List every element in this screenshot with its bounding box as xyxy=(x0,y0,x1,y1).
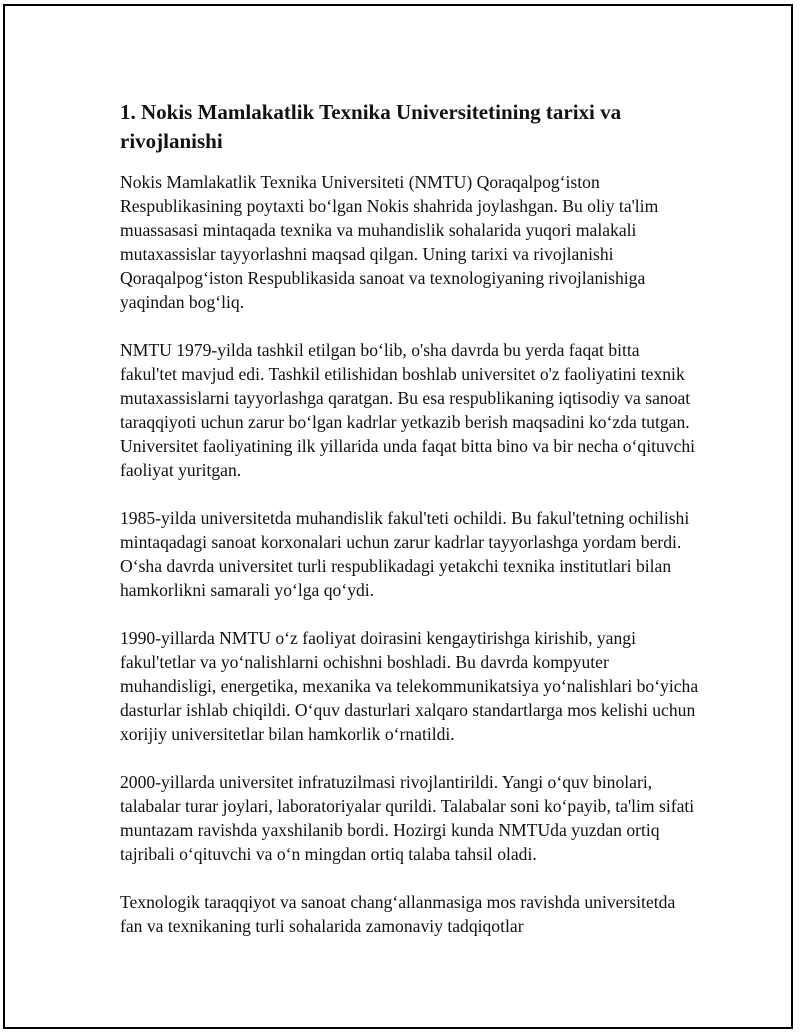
paragraph-intro: Nokis Mamlakatlik Texnika Universiteti (NMTU) Qoraqalpog‘iston Respublikasining poytaxti bo‘lgan Nokis shahrida joylashgan. Bu oliy ta'lim muassasasi mintaqada texnika va muhandislik sohalarida yuqori malakali mutaxassislar tayyorlashni maqsad qilgan. Uning tarixi va rivojlanishi Qoraqalpog‘iston Respublikasida sanoat va texnologiyaning rivojlanishiga yaqindan bog‘liq. xyxy=(120,172,659,312)
page-frame xyxy=(3,4,793,1029)
paragraph-technology: Texnologik taraqqiyot va sanoat chang‘allanmasiga mos ravishda universitetda fan va texnikaning turli sohalarida zamonaviy tadqiqotlar xyxy=(120,892,676,936)
section-heading: 1. Nokis Mamlakatlik Texnika Universitetining tarixi va rivojlanishi xyxy=(120,100,622,153)
paragraph-1990s: 1990-yillarda NMTU o‘z faoliyat doirasini kengaytirishga kirishib, yangi fakul'tetlar va yo‘nalishlarni ochishni boshladi. Bu davrda kompyuter muhandisligi, energetika, mexanika va telekommunikatsiya yo‘nalishlari bo‘yicha dasturlar ishlab chiqildi. O‘quv dasturlari xalqaro standartlarga mos kelishi uchun xorijiy universitetlar bilan hamkorlik o‘rnatildi. xyxy=(120,628,699,744)
paragraph-2000s: 2000-yillarda universitet infratuzilmasi rivojlantirildi. Yangi o‘quv binolari, talabalar turar joylari, laboratoriyalar qurildi. Talabalar soni ko‘payib, ta'lim sifati muntazam ravishda yaxshilanib bordi. Hozirgi kunda NMTUda yuzdan ortiq tajribali o‘qituvchi va o‘n mingdan ortiq talaba tahsil oladi. xyxy=(120,772,695,864)
document-body xyxy=(120,98,700,962)
paragraph-1985: 1985-yilda universitetda muhandislik fakul'teti ochildi. Bu fakul'tetning ochilishi mintaqadagi sanoat korxonalari uchun zarur kadrlar tayyorlashga yordam berdi. O‘sha davrda universitet turli respublikadagi yetakchi texnika institutlari bilan hamkorlikni samarali yo‘lga qo‘ydi. xyxy=(120,508,690,600)
paragraph-founding: NMTU 1979-yilda tashkil etilgan bo‘lib, o'sha davrda bu yerda faqat bitta fakul'tet mavjud edi. Tashkil etilishidan boshlab universitet o'z faoliyatini texnik mutaxassislarni tayyorlashga qaratgan. Bu esa respublikaning iqtisodiy va sanoat taraqqiyoti uchun zarur bo‘lgan kadrlar yetkazib berish maqsadini ko‘zda tutgan. Universitet faoliyatining ilk yillarida unda faqat bitta bino va bir necha o‘qituvchi faoliyat yuritgan. xyxy=(120,340,696,480)
